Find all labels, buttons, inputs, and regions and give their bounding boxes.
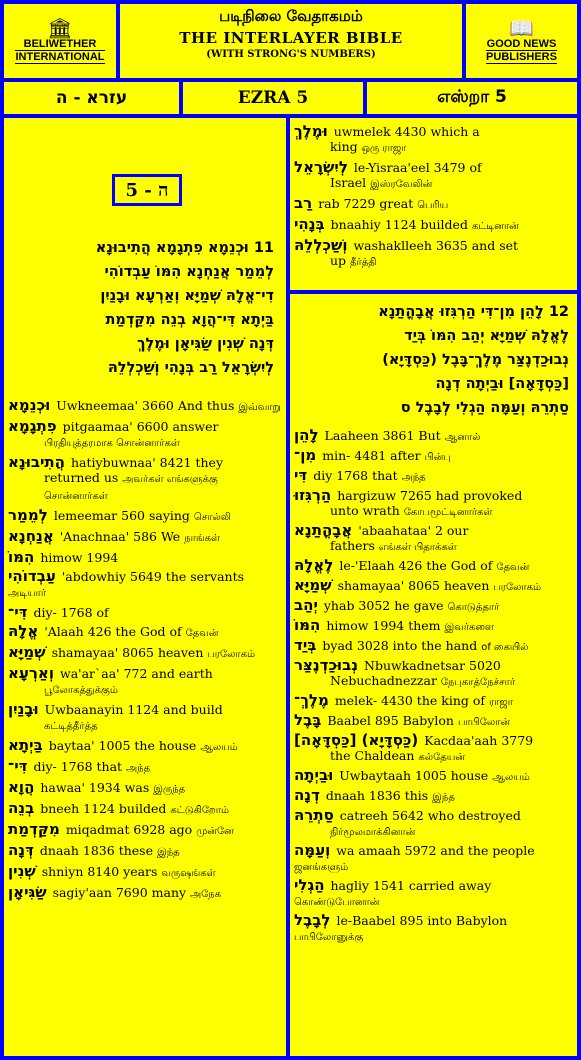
transliteration: Uwkneemaa' 3660 And thus <box>56 398 235 413</box>
word-entry <box>294 196 573 213</box>
word-entry <box>294 733 573 765</box>
word-entry <box>294 768 573 785</box>
logo-line-2: PUBLISHERS <box>486 51 557 63</box>
tamil-gloss: பாபிலோன் <box>457 717 511 728</box>
transliteration: miqadmat 6928 ago <box>65 822 193 837</box>
word-entry <box>8 702 282 734</box>
tamil-gloss: இந்த <box>156 847 180 858</box>
word-entry <box>294 713 573 730</box>
title-english: THE INTERLAYER BIBLE <box>179 29 403 47</box>
building-icon: 🏛 <box>47 16 73 40</box>
tamil-gloss: அந்த <box>401 472 426 483</box>
word-entry <box>294 488 573 520</box>
hebrew-word: הֲתִיבוּנָא <box>8 453 65 471</box>
hebrew-word: לֶאֱלָהּ <box>294 556 334 574</box>
tamil-gloss: வருஷங்கள் <box>161 868 216 879</box>
hebrew-word: וּבַיְתָה <box>294 766 334 784</box>
hebrew-word: בְּיַד <box>294 636 317 654</box>
hebrew-word: הַרְגִּזוּ <box>294 486 332 504</box>
transliteration: hargizuw 7265 had provoked <box>337 488 523 503</box>
word-entry <box>294 558 573 575</box>
hebrew-word: וּבָנַיִן <box>8 700 39 718</box>
transliteration: 'Alaah 426 the God of <box>44 624 182 639</box>
word-entry <box>8 822 282 839</box>
hebrew-word: הִמּוֹ <box>294 616 321 634</box>
left-word-list <box>8 398 282 906</box>
word-entry <box>8 605 282 620</box>
english-continuation: up <box>330 253 351 268</box>
word-entry <box>294 428 573 445</box>
hebrew-word: לְבָבֶל <box>294 911 331 929</box>
word-entry <box>8 550 282 565</box>
transliteration: dnaah 1836 this <box>325 788 429 803</box>
transliteration: baytaa' 1005 the house <box>48 738 197 753</box>
tamil-gloss: பின்பு <box>424 452 451 463</box>
word-entry <box>8 529 282 546</box>
transliteration: diy- 1768 of <box>33 605 109 620</box>
hebrew-word: מִן־ <box>294 446 317 464</box>
tamil-gloss: ஆலயம் <box>492 772 530 783</box>
logo-line-1: BELIWETHER <box>15 38 104 51</box>
hebrew-word: דִּי־ <box>8 603 28 621</box>
entry-continuation <box>294 748 573 765</box>
book-tamil: எஸ்றா 5 <box>367 82 577 114</box>
transliteration: yhab 3052 he gave <box>323 598 444 613</box>
transliteration: shamayaa' 8065 heaven <box>51 645 204 660</box>
hebrew-word: הַגְלִי <box>294 876 325 894</box>
tamil-gloss: சொல்லி <box>193 512 231 523</box>
transliteration: le-'Elaah 426 the God of <box>339 558 493 573</box>
tamil-gloss: இருந்த <box>153 784 186 795</box>
word-entry <box>8 843 282 860</box>
hebrew-word: בְּנָהִי <box>294 215 325 233</box>
word-entry <box>294 448 573 465</box>
book-english: EZRA 5 <box>183 82 363 114</box>
word-entry <box>294 124 573 156</box>
right-top-panel <box>290 118 577 290</box>
hebrew-word: דְּנָה <box>8 841 34 859</box>
transliteration: lemeemar 560 saying <box>53 508 190 523</box>
word-entry <box>8 645 282 662</box>
tamil-gloss: தேவன் <box>185 628 219 639</box>
transliteration: wa amaah 5972 and the people <box>336 843 535 858</box>
tamil-gloss: இந்த <box>432 792 455 803</box>
transliteration: himow 1994 <box>40 550 119 565</box>
tamil-gloss: கொண்டுபோனான் <box>294 897 380 908</box>
tamil-gloss: முன்னே <box>196 826 234 837</box>
english-continuation: Nebuchadnezzar <box>330 673 441 688</box>
transliteration: le-Yisraa'eel 3479 of <box>353 160 482 175</box>
tamil-gloss: கோபமூட்டினார்கள் <box>403 507 493 518</box>
hebrew-word: אֲנַחְנָא <box>8 527 54 545</box>
transliteration: hagliy 1541 carried away <box>330 878 492 893</box>
word-entry <box>8 666 282 698</box>
hebrew-line: דְּנָה שְׁנִין שַׂגִּיאָן וּמֶלֶךְ <box>137 336 274 352</box>
right-bottom-word-list <box>294 428 573 948</box>
transliteration: washaklleeh 3635 and set <box>353 238 519 253</box>
transliteration: bnaahiy 1124 builded <box>330 217 468 232</box>
transliteration: pitgaamaa' 6600 answer <box>62 419 219 434</box>
transliteration: catreeh 5642 who destroyed <box>339 808 521 823</box>
word-entry <box>294 638 573 655</box>
hebrew-word: שַׂגִּיאָן <box>8 883 47 901</box>
transliteration: shamayaa' 8065 heaven <box>337 578 490 593</box>
tamil-gloss: தீர்த்தி <box>350 257 377 268</box>
hebrew-word: הֲוָא <box>8 778 35 796</box>
hebrew-line: לֶאֱלָהּ שְׁמַיָּא יְהַב הִמּוֹ בְּיַד <box>404 328 569 344</box>
entry-continuation <box>294 175 573 192</box>
word-entry <box>8 508 282 525</box>
right-top-word-list <box>294 124 573 274</box>
transliteration: hawaa' 1934 was <box>40 780 150 795</box>
entry-continuation <box>294 139 573 156</box>
word-entry <box>294 618 573 635</box>
entry-continuation <box>294 823 573 840</box>
transliteration: le-Baabel 895 into Babylon <box>336 913 508 928</box>
good-news-logo-text <box>486 38 557 64</box>
hebrew-word: וְשַׁכְלְלֵהּ <box>294 236 348 254</box>
hebrew-word: רַב <box>294 194 313 212</box>
verse-12-hebrew <box>378 300 569 420</box>
hebrew-line: לְמֵמַר אֲנַחְנָא הִמּוֹ עַבְדוֹהִי <box>104 264 274 280</box>
chapter-label: ה - 5 <box>112 174 182 206</box>
beliwether-logo-text <box>15 38 104 64</box>
word-entry <box>8 419 282 451</box>
hebrew-word: וּכְנֵמָא <box>8 396 51 414</box>
tamil-gloss: பரலோகம் <box>493 582 542 593</box>
good-news-logo <box>466 4 577 78</box>
tamil-gloss: ஜனங்களும் <box>294 862 349 873</box>
hebrew-word: דְנָה <box>294 786 320 804</box>
english-continuation: returned us <box>44 470 123 485</box>
entry-continuation <box>294 538 573 555</box>
tamil-gloss: ஆலயம் <box>200 742 238 753</box>
word-entry <box>294 598 573 615</box>
transliteration: bneeh 1124 builded <box>40 801 167 816</box>
tamil-gloss: இவ்வாறு <box>238 402 281 413</box>
hebrew-word: יְהַב <box>294 596 318 614</box>
word-entry <box>294 160 573 192</box>
transliteration: diy 1768 that <box>313 468 398 483</box>
transliteration: shniyn 8140 years <box>41 864 158 879</box>
entry-continuation <box>8 681 282 698</box>
tamil-gloss: ஆனால் <box>444 432 481 443</box>
transliteration: min- 4481 after <box>322 448 421 463</box>
tamil-gloss: பாபிலோனுக்கு <box>294 932 364 943</box>
word-entry <box>8 885 282 902</box>
transliteration: wa'ar`aa' 772 and earth <box>60 666 213 681</box>
tamil-gloss: கொடுத்தார் <box>447 602 500 613</box>
word-entry <box>294 578 573 595</box>
hebrew-word: בְנֵה <box>8 799 35 817</box>
beliwether-logo <box>4 4 116 78</box>
word-entry <box>294 658 573 690</box>
word-entry <box>8 759 282 776</box>
transliteration: Uwbaytaah 1005 house <box>339 768 489 783</box>
hebrew-word: בָּבֶל <box>294 711 322 729</box>
tamil-gloss: கல்தேயன் <box>418 752 465 763</box>
entry-continuation <box>8 717 282 734</box>
title-box <box>120 4 462 78</box>
hebrew-word: שְׁמַיָּא <box>8 643 46 661</box>
entry-continuation <box>294 673 573 690</box>
word-entry <box>294 523 573 555</box>
transliteration: melek- 4430 the king of <box>334 693 486 708</box>
transliteration: Nbuwkadnetsar 5020 <box>364 658 501 673</box>
tamil-gloss: பரலோகம் <box>207 649 256 660</box>
tamil-gloss: கட்டினான் <box>471 221 519 232</box>
tamil-gloss: நிர்மூலமாக்கினான் <box>330 827 416 838</box>
word-entry <box>8 624 282 641</box>
word-entry <box>8 864 282 881</box>
tamil-gloss: ராஜா <box>489 697 513 708</box>
word-entry <box>8 455 282 504</box>
entry-continuation <box>294 253 573 270</box>
hebrew-word: נְבוּכַדְנֶצַּר <box>294 656 359 674</box>
word-entry <box>294 913 573 945</box>
hebrew-line: לְיִשְׂרָאֵל רַב בְּנָהִי וְשַׁכְלְלֵהּ <box>107 360 274 376</box>
tamil-gloss: அவர்கள் எங்களுக்கு சொன்னார்கள் <box>44 474 218 502</box>
hebrew-word: מֶלֶךְ־ <box>294 691 329 709</box>
book-hebrew: עזרא - ה <box>4 82 179 114</box>
hebrew-word: [כַּסְדָּאָה] (כַּסְדָּיָא) <box>294 731 419 749</box>
hebrew-word: שְׁמַיָּא <box>294 576 332 594</box>
tamil-gloss: ஒரு ராஜா <box>361 143 407 154</box>
hebrew-word: דִּי־ <box>8 757 28 775</box>
logo-line-2: INTERNATIONAL <box>15 51 105 63</box>
word-entry <box>294 808 573 840</box>
transliteration: Uwbaanayin 1124 and build <box>44 702 223 717</box>
hebrew-word: אֱלָהּ <box>8 622 39 640</box>
verse-11-hebrew <box>96 236 274 380</box>
hebrew-word: לְיִשְׂרָאֵל <box>294 158 348 176</box>
word-entry <box>294 693 573 710</box>
right-bottom-panel <box>290 294 577 1056</box>
transliteration: sagiy'aan 7690 many <box>52 885 187 900</box>
hebrew-word: אֲבָהֳתַנָא <box>294 521 353 539</box>
word-entry <box>294 788 573 805</box>
english-continuation: unto wrath <box>330 503 404 518</box>
transliteration: rab 7229 great <box>318 196 414 211</box>
hebrew-word: בַּיְתָא <box>8 736 43 754</box>
word-entry <box>294 843 573 875</box>
entry-continuation <box>294 503 573 520</box>
tamil-gloss: அடியார் <box>8 588 47 599</box>
tamil-gloss: அந்த <box>126 763 151 774</box>
entry-continuation <box>8 434 282 451</box>
transliteration: dnaah 1836 these <box>39 843 153 858</box>
tamil-gloss: தேவன் <box>496 562 530 573</box>
english-continuation: the Chaldean <box>330 748 419 763</box>
tamil-gloss: பிரதியுத்தரமாக சொன்னார்கள் <box>44 438 180 449</box>
tamil-gloss: of கையில் <box>481 642 529 653</box>
transliteration: 'abaahataa' 2 our <box>358 523 469 538</box>
transliteration: diy- 1768 that <box>33 759 123 774</box>
transliteration: byad 3028 into the hand <box>322 638 478 653</box>
tamil-gloss: அநேக <box>190 889 222 900</box>
hebrew-line: 11 וּכְנֵמָא פִתְגָמָא הֲתִיבוּנָא <box>95 240 274 256</box>
hebrew-line: דִי־אֱלָהּ שְׁמַיָּא וְאַרְעָא וּבָנַיִן <box>100 288 274 304</box>
hebrew-word: דִּי <box>294 466 308 484</box>
book-icon: 📖 <box>509 16 534 40</box>
tamil-gloss: கட்டுகிறோம் <box>170 805 229 816</box>
hebrew-word: וְאַרְעָא <box>8 664 54 682</box>
tamil-gloss: நாங்கள் <box>184 533 221 544</box>
hebrew-word: שְׁנִין <box>8 862 36 880</box>
hebrew-word: לְמֵמַר <box>8 506 48 524</box>
transliteration: Laaheen 3861 But <box>324 428 441 443</box>
word-entry <box>8 780 282 797</box>
tamil-gloss: பெரிய <box>417 200 449 211</box>
transliteration: Baabel 895 Babylon <box>327 713 454 728</box>
english-continuation: fathers <box>330 538 379 553</box>
hebrew-line: סַתְרֵהּ וְעַמָּה הַגְלִי לְבָבֶל ס <box>400 400 569 416</box>
english-continuation: king <box>330 139 362 154</box>
transliteration: 'abdowhiy 5649 the servants <box>61 569 245 584</box>
transliteration: Kacdaa'aah 3779 <box>424 733 534 748</box>
word-entry <box>294 238 573 270</box>
word-entry <box>294 878 573 910</box>
hebrew-word: סַתְרֵהּ <box>294 806 334 824</box>
word-entry <box>294 217 573 234</box>
title-tamil: படிநிலை வேதாகமம் <box>219 7 363 25</box>
english-continuation: Israel <box>330 175 371 190</box>
hebrew-line: [כַּסְדָּאָה] וּבַיְתָה דְנָה <box>435 376 569 392</box>
word-entry <box>8 398 282 415</box>
transliteration: himow 1994 them <box>326 618 441 633</box>
word-entry <box>8 569 282 601</box>
hebrew-word: לָהֵן <box>294 426 319 444</box>
title-subtitle: (WITH STRONG'S NUMBERS) <box>206 49 376 60</box>
hebrew-word: מִקַּדְמַת <box>8 820 60 838</box>
tamil-gloss: கட்டித்தீர்த்த <box>44 721 98 732</box>
word-entry <box>294 468 573 485</box>
left-column <box>4 118 286 1056</box>
hebrew-line: 12 לָהֵן מִן־דִּי הַרְגִּזוּ אֲבָהֳתַנָא <box>378 304 569 320</box>
transliteration: 'Anachnaa' 586 We <box>59 529 181 544</box>
tamil-gloss: எங்கள் பிதாக்கள் <box>378 542 457 553</box>
tamil-gloss: நேபுகாத்நேச்சார் <box>440 677 516 688</box>
word-entry <box>8 738 282 755</box>
transliteration: hatiybuwnaa' 8421 they <box>70 455 224 470</box>
tamil-gloss: இஸ்ரவேலின் <box>370 179 433 190</box>
hebrew-line: בַּיְתָא דִּי־הֲוָא בְנֵה מִקַּדְמַת <box>105 312 274 328</box>
entry-continuation <box>8 470 282 504</box>
hebrew-word: הִמּוֹ <box>8 548 35 566</box>
hebrew-word: וּמֶלֶךְ <box>294 122 328 140</box>
hebrew-word: עַבְדוֹהִי <box>8 567 56 585</box>
hebrew-word: וְעַמָּה <box>294 841 331 859</box>
word-entry <box>8 801 282 818</box>
transliteration: uwmelek 4430 which a <box>333 124 480 139</box>
hebrew-line: נְבוּכַדְנֶצַּר מֶלֶךְ־בָּבֶל (כַּסְדָּיָא) <box>382 352 569 368</box>
logo-line-1: GOOD NEWS <box>486 38 557 50</box>
tamil-gloss: பூலோகத்துக்கும் <box>44 685 118 696</box>
hebrew-word: פִתְגָמָא <box>8 417 57 435</box>
tamil-gloss: இவர்களை <box>444 622 494 633</box>
